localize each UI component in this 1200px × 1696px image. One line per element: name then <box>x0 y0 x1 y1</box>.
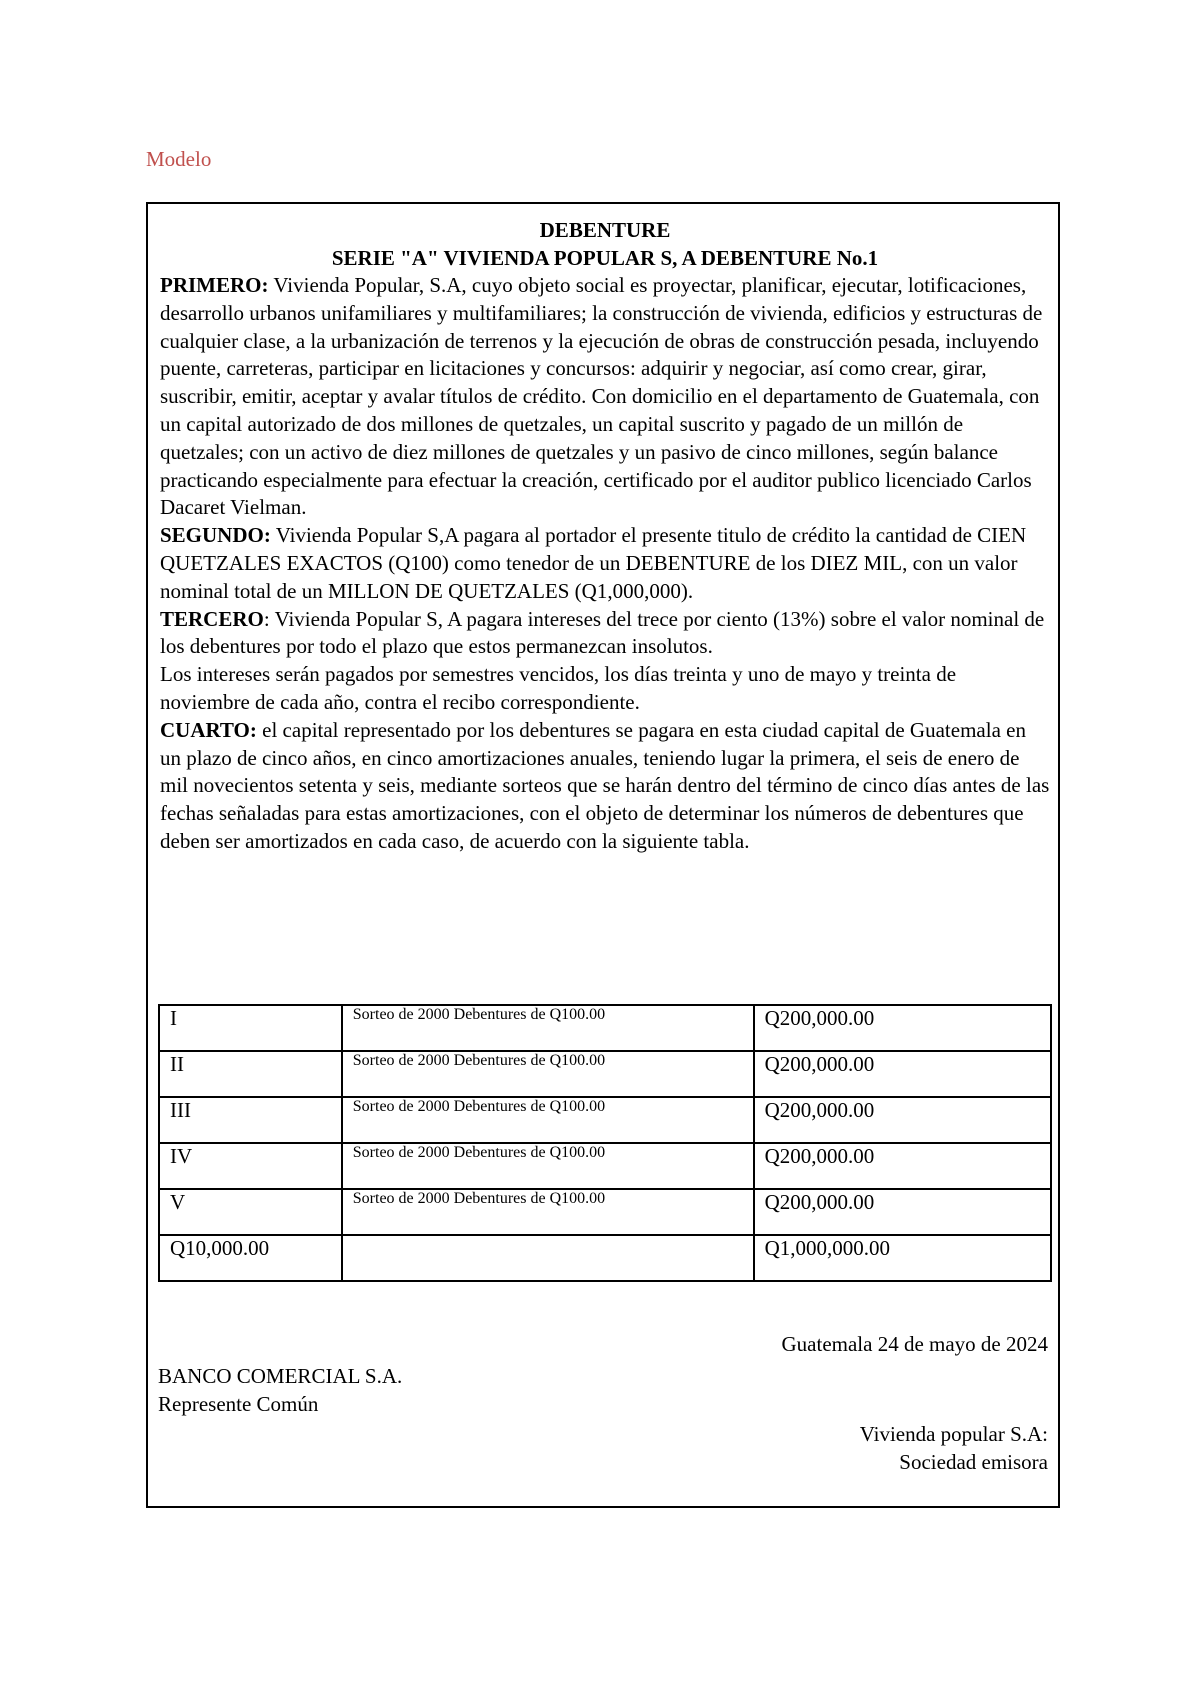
clause-primero <box>160 272 1050 522</box>
clause-tercero <box>160 606 1050 662</box>
table-cell-amount: Q200,000.00 <box>754 1097 1051 1143</box>
table-row <box>159 1143 1051 1189</box>
table-cell-description: Sorteo de 2000 Debentures de Q100.00 <box>342 1005 754 1051</box>
table-cell-series: III <box>159 1097 342 1143</box>
table-cell-series: IV <box>159 1143 342 1189</box>
table-cell-amount: Q200,000.00 <box>754 1051 1051 1097</box>
modelo-label: Modelo <box>146 147 212 171</box>
document-title: DEBENTURE <box>539 218 671 242</box>
table-cell-amount: Q200,000.00 <box>754 1005 1051 1051</box>
table-cell-amount: Q200,000.00 <box>754 1189 1051 1235</box>
issuer-name: Vivienda popular S.A: <box>859 1422 1048 1446</box>
issuer-role: Sociedad emisora <box>899 1450 1048 1474</box>
table-row <box>159 1051 1051 1097</box>
bank-role: Represente Común <box>158 1392 319 1416</box>
table-cell-series: II <box>159 1051 342 1097</box>
clause-primero-label: PRIMERO: <box>160 273 269 297</box>
amortization-table-wrap <box>158 1004 1052 1282</box>
table-row <box>159 1189 1051 1235</box>
clause-cuarto-text: el capital representado por los debentures se pagara en esta ciudad capital de Guatemala en un plazo de cinco años, en cinco amortizaciones anuales, teniendo lugar la primera, el seis de enero de mil novecientos setenta y seis, mediante sorteos que se harán dentro del término de cinco días antes de las fechas señaladas para estas amortizaciones, con el objeto de determinar los números de debentures que deben ser amortizados en cada caso, de acuerdo con la siguiente tabla. <box>160 717 1050 853</box>
table-cell-description: Sorteo de 2000 Debentures de Q100.00 <box>342 1189 754 1235</box>
debenture-content <box>160 216 1050 856</box>
table-row <box>159 1097 1051 1143</box>
bank-signature-block <box>158 1362 402 1418</box>
table-cell-series: V <box>159 1189 342 1235</box>
clause-segundo-text: Vivienda Popular S,A pagara al portador el presente titulo de crédito la cantidad de CIEN QUETZALES EXACTOS (Q100) como tenedor de un DEBENTURE de los DIEZ MIL, con un valor nominal total de un MILLON DE QUETZALES (Q1,000,000). <box>160 523 1027 603</box>
table-cell-empty <box>342 1235 754 1281</box>
table-cell-total-amount: Q1,000,000.00 <box>754 1235 1051 1281</box>
table-cell-description: Sorteo de 2000 Debentures de Q100.00 <box>342 1097 754 1143</box>
clause-cuarto-label: CUARTO: <box>160 717 257 742</box>
table-cell-amount: Q200,000.00 <box>754 1143 1051 1189</box>
clause-tercero-interest: Los intereses serán pagados por semestres vencidos, los días treinta y uno de mayo y treinta de noviembre de cada año, contra el recibo correspondiente. <box>160 662 957 714</box>
clause-tercero-text: : Vivienda Popular S, A pagara intereses del trece por ciento (13%) sobre el valor nominal de los debentures por todo el plazo que estos permanezcan insolutos. <box>160 606 1045 659</box>
debenture-frame <box>146 202 1060 1508</box>
clause-primero-text: Vivienda Popular, S.A, cuyo objeto social es proyectar, planificar, ejecutar, lotificaciones, desarrollo urbanos unifamiliares y multifamiliares; la construcción de vivienda, edificios y estructuras de cualquier clase, a la urbanización de terrenos y la ejecución de obras de construcción pesada, incluyendo puente, carreteras, participar en licitaciones y concursos: adquirir y negociar, así como crear, girar, suscribir, emitir, aceptar y avalar títulos de crédito. Con domicilio en el departamento de Guatemala, con un capital autorizado de dos millones de quetzales, un capital suscrito y pagado de un millón de quetzales; con un activo de diez millones de quetzales y un pasivo de cinco millones, según balance practicando especialmente para efectuar la creación, certificado por el auditor publico licenciado Carlos Dacaret Vielman. <box>160 273 1043 520</box>
table-row <box>159 1005 1051 1051</box>
amortization-table <box>158 1004 1052 1282</box>
clause-tercero-label: TERCERO <box>160 606 264 631</box>
table-cell-series: I <box>159 1005 342 1051</box>
issuer-signature-block <box>860 1420 1048 1476</box>
issue-date: Guatemala 24 de mayo de 2024 <box>781 1332 1048 1356</box>
clause-segundo <box>160 522 1050 605</box>
table-row-total <box>159 1235 1051 1281</box>
clause-segundo-label: SEGUNDO: <box>160 523 271 548</box>
table-cell-total-unit: Q10,000.00 <box>159 1235 342 1281</box>
document-subtitle: SERIE "A" VIVIENDA POPULAR S, A DEBENTURE No.1 <box>331 246 879 270</box>
table-cell-description: Sorteo de 2000 Debentures de Q100.00 <box>342 1051 754 1097</box>
table-cell-description: Sorteo de 2000 Debentures de Q100.00 <box>342 1143 754 1189</box>
bank-name: BANCO COMERCIAL S.A. <box>158 1364 403 1388</box>
clause-cuarto <box>160 717 1050 856</box>
